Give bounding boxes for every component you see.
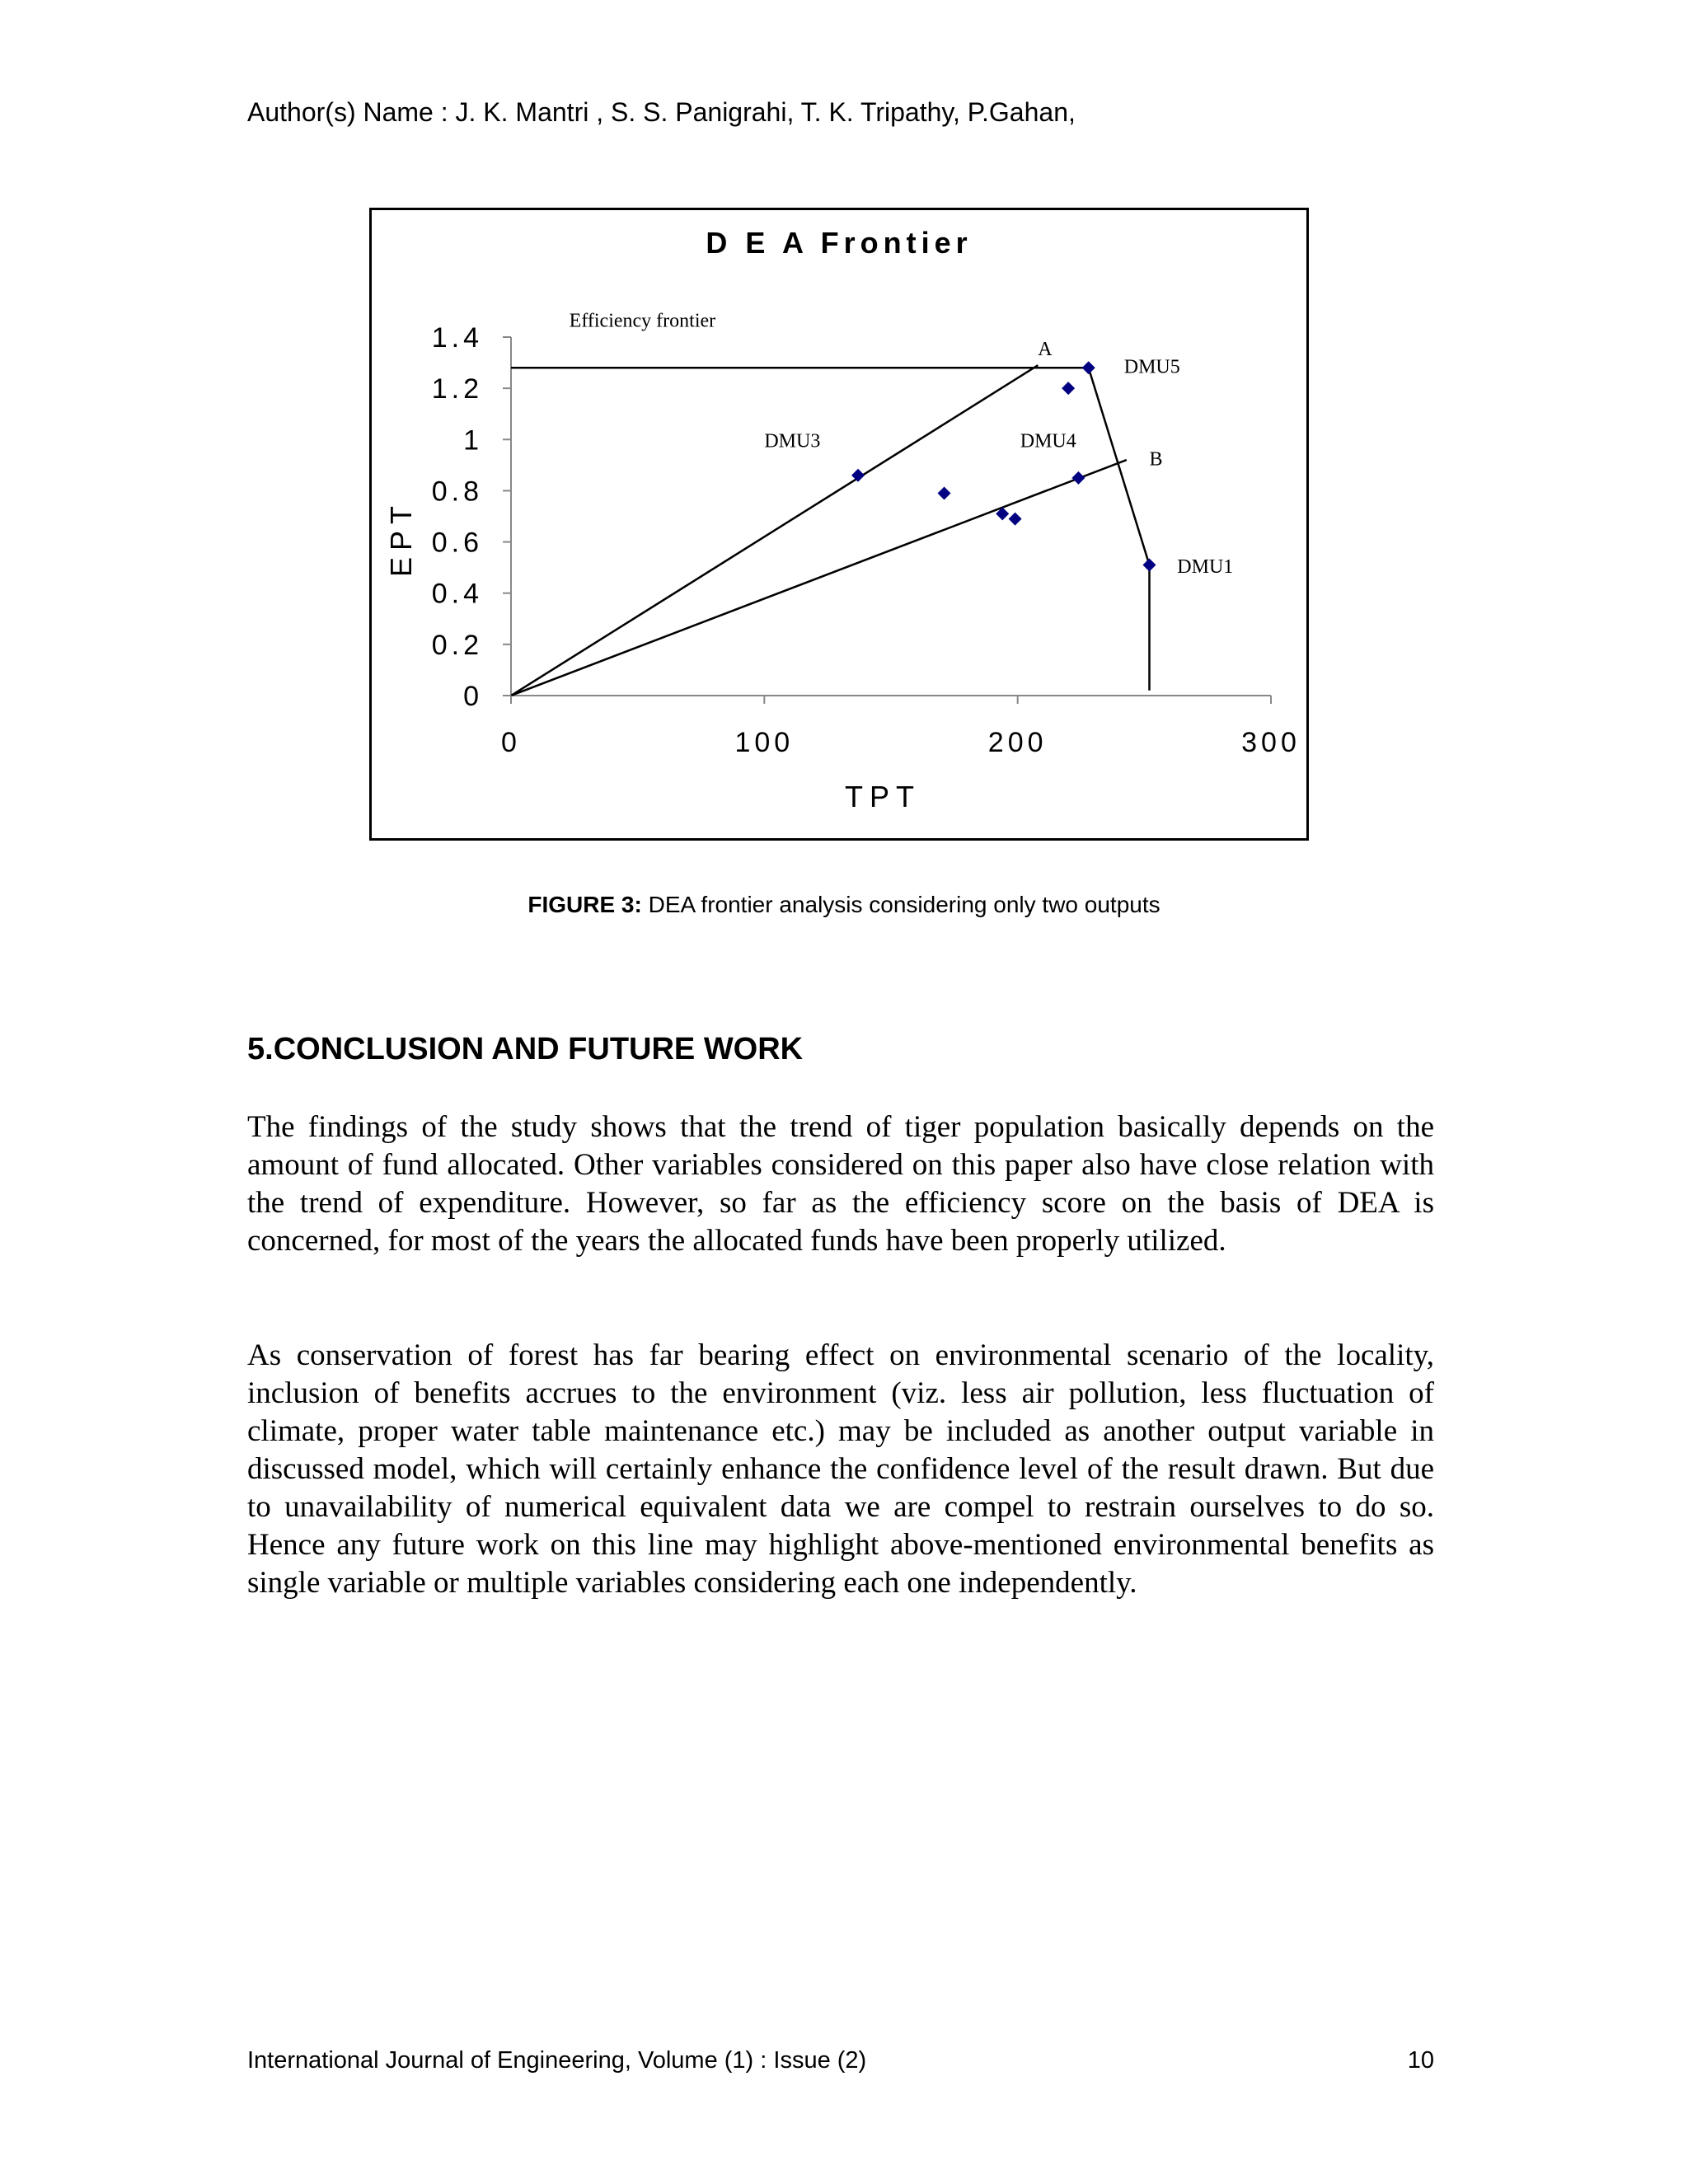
- chart-annotation: DMU4: [1020, 430, 1076, 452]
- y-tick-label: 0.6: [431, 527, 483, 559]
- chart-annotation: DMU1: [1177, 555, 1234, 578]
- footer-page-number: 10: [1407, 2047, 1434, 2074]
- data-point: [1082, 361, 1095, 374]
- data-point: [1142, 559, 1156, 572]
- chart-annotation: B: [1149, 448, 1163, 471]
- data-point: [938, 487, 951, 500]
- x-tick-label: 300: [1241, 727, 1301, 758]
- caption-label: FIGURE 3:: [528, 892, 642, 917]
- running-header: Author(s) Name : J. K. Mantri , S. S. Panigrahi, T. K. Tripathy, P.Gahan,: [247, 97, 1076, 127]
- paragraph-2: As conservation of forest has far bearing effect on environmental scenario of the locality, inclusion of benefits accrues to the environment (viz. less air pollution, less fluctuation of climate, proper water table maintenance etc.) may be included as another output variable in discussed model, which will certainly enhance the confidence level of the result drawn. But due to unavailability of numerical equivalent data we are compel to restrain ourselves to do so. Hence any future work on this line may highlight above-mentioned environmental benefits as single variable or multiple variables considering each one independently.: [247, 1338, 1434, 1600]
- y-tick-label: 0.4: [431, 578, 483, 610]
- caption-text: DEA frontier analysis considering only two outputs: [641, 892, 1160, 917]
- chart-annotation: Efficiency frontier: [569, 310, 716, 332]
- dea-frontier-chart: [372, 210, 1306, 838]
- data-point: [1071, 471, 1085, 485]
- x-tick-label: 200: [987, 727, 1048, 758]
- chart-annotation: DMU5: [1123, 356, 1180, 378]
- footer-journal: International Journal of Engineering, Volume (1) : Issue (2): [247, 2047, 867, 2074]
- y-tick-label: 1.4: [431, 322, 483, 354]
- x-tick-label: 0: [501, 727, 521, 758]
- x-axis-label: TPT: [845, 780, 921, 813]
- frontier-line-2: [511, 365, 1038, 696]
- x-tick-label: 100: [734, 727, 795, 758]
- y-tick-label: 0.2: [431, 629, 483, 661]
- figure-dea-frontier: [369, 208, 1309, 841]
- y-tick-label: 0: [463, 681, 483, 712]
- figure-caption: [0, 892, 1688, 918]
- frontier-line-3: [511, 460, 1127, 696]
- data-point: [1062, 382, 1075, 395]
- chart-title: D E A Frontier: [706, 226, 973, 260]
- y-tick-label: 0.8: [431, 476, 483, 508]
- chart-annotation: A: [1038, 338, 1053, 360]
- y-tick-label: 1: [463, 424, 483, 457]
- data-point: [1009, 513, 1022, 526]
- paragraph-1: The findings of the study shows that the trend of tiger population basically depends on the amount of fund allocated. Other variables considered on this paper also have close relation with the trend of expenditure. However, so far as the efficiency score on the basis of DEA is concerned, for most of the years the allocated funds have been properly utilized.: [247, 1110, 1434, 1258]
- y-tick-label: 1.2: [431, 373, 483, 405]
- frontier-line-1: [511, 368, 1150, 691]
- y-axis-label: EPT: [384, 499, 418, 578]
- chart-annotation: DMU3: [764, 430, 821, 452]
- section-title: 5.CONCLUSION AND FUTURE WORK: [247, 1032, 804, 1066]
